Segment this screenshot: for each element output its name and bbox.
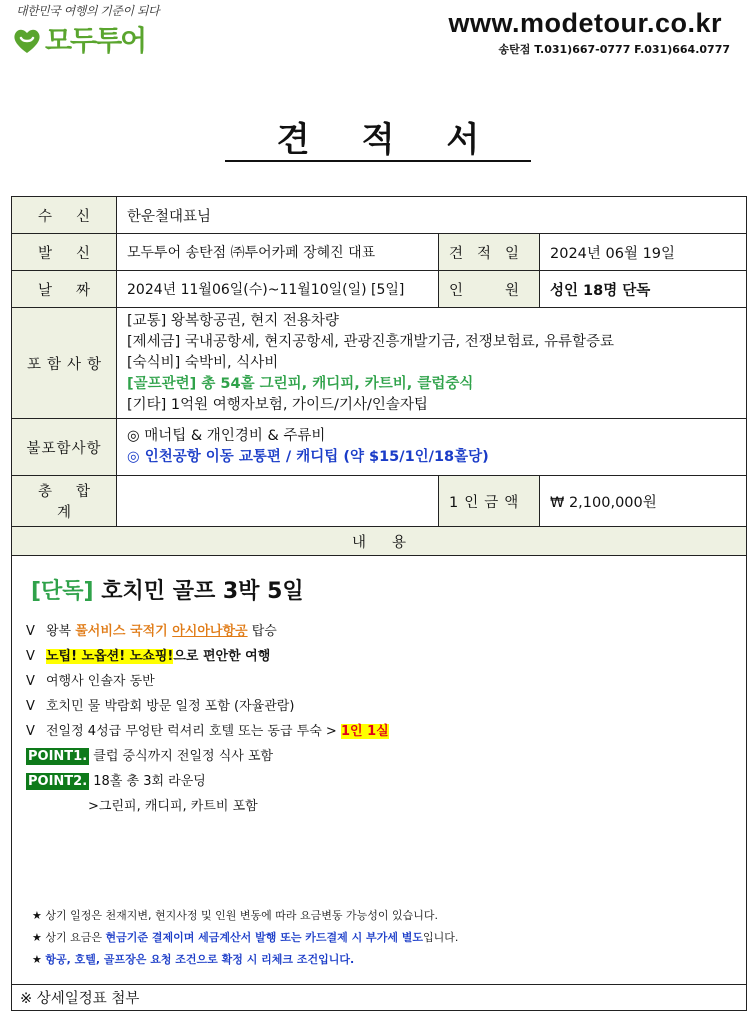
bullet-escort: V 여행사 인솔자 동반 xyxy=(26,674,155,689)
brand-slogan: 대한민국 여행의 기준이 되다 xyxy=(16,4,160,18)
excluded-item: ◎ 매너팁 & 개인경비 & 주류비 xyxy=(127,428,326,444)
footer-note: ※ 상세일정표 첨부 xyxy=(12,985,747,1011)
excluded-list xyxy=(117,419,747,476)
bullet-hotel: V 전일정 4성급 무엉탄 럭셔리 호텔 또는 동급 투숙 > 1인 1실 xyxy=(26,724,389,739)
per-person-value: ₩ 2,100,000원 xyxy=(540,476,747,527)
note-recheck: ★ 항공, 호텔, 골프장은 요청 조건으로 확정 시 리체크 조건입니다. xyxy=(32,953,355,966)
quote-date-label: 견적일 xyxy=(439,234,540,271)
recipient-value: 한운철대표님 xyxy=(117,197,747,234)
included-item: [교통] 왕복항공권, 현지 전용차량 xyxy=(127,312,339,329)
point-1: POINT1. 클럽 중식까지 전일정 식사 포함 xyxy=(28,749,274,764)
site-url: www.modetour.co.kr xyxy=(448,8,722,38)
date-label: 날짜 xyxy=(12,271,117,308)
included-label: 포함사항 xyxy=(12,308,117,419)
branch-contact: 송탄점 T.031)667-0777 F.031)664.0777 xyxy=(498,43,730,56)
content-header: 내용 xyxy=(12,527,747,556)
heart-logo-icon xyxy=(12,26,42,56)
per-person-label: 1인금액 xyxy=(439,476,540,527)
sender-value: 모두투어 송탄점 ㈜투어카페 장혜진 대표 xyxy=(117,234,439,271)
brand-logo xyxy=(12,26,145,56)
total-value xyxy=(117,476,439,527)
point-2-badge: POINT2. xyxy=(28,774,88,789)
document-title: 견적서 xyxy=(225,120,532,162)
note-payment: ★ 상기 요금은 현금기준 결제이며 세금계산서 발행 또는 카드결제 시 부가세 별도입니다. xyxy=(32,931,459,944)
point-2-detail: >그린피, 캐디피, 카트비 포함 xyxy=(88,799,258,814)
quote-table xyxy=(11,196,747,1011)
sender-label: 발신 xyxy=(12,234,117,271)
excluded-item-transport: ◎ 인천공항 이동 교통편 / 캐디팁 (약 $15/1인/18홀당) xyxy=(127,449,489,465)
note-schedule: ★ 상기 일정은 천재지변, 현지사정 및 인원 변동에 따라 요금변동 가능성이 있습니다. xyxy=(32,909,438,922)
people-value: 성인 18명 단독 xyxy=(540,271,747,308)
people-label: 인원 xyxy=(439,271,540,308)
included-item-golf: [골프관련] 총 54홀 그린피, 캐디피, 카트비, 클럽중식 xyxy=(127,375,474,392)
point-2: POINT2. 18홀 총 3회 라운딩 xyxy=(28,774,206,789)
content-section xyxy=(12,556,747,985)
bullet-no-tip: V 노팁! 노옵션! 노쇼핑!으로 편안한 여행 xyxy=(26,649,271,664)
date-value: 2024년 11월06일(수)~11월10일(일) [5일] xyxy=(117,271,439,308)
included-item: [제세금] 국내공항세, 현지공항세, 관광진흥개발기금, 전쟁보험료, 유류할증료 xyxy=(127,333,615,350)
excluded-label: 불포함사항 xyxy=(12,419,117,476)
recipient-label: 수신 xyxy=(12,197,117,234)
included-item: [숙식비] 숙박비, 식사비 xyxy=(127,354,279,371)
quote-date-value: 2024년 06월 19일 xyxy=(540,234,747,271)
tour-title: [단독] 호치민 골프 3박 5일 xyxy=(31,579,304,604)
included-item: [기타] 1억원 여행자보험, 가이드/기사/인솔자팁 xyxy=(127,396,428,413)
document-title-wrap xyxy=(0,118,756,162)
included-list xyxy=(117,308,747,419)
bullet-expo: V 호치민 물 박람회 방문 일정 포함 (자율관람) xyxy=(26,699,295,714)
bullet-flight: V 왕복 풀서비스 국적기 아시아나항공 탑승 xyxy=(26,624,277,639)
brand-name: 모두투어 xyxy=(45,24,146,57)
total-label: 총합계 xyxy=(12,476,117,527)
point-1-badge: POINT1. xyxy=(28,749,88,764)
